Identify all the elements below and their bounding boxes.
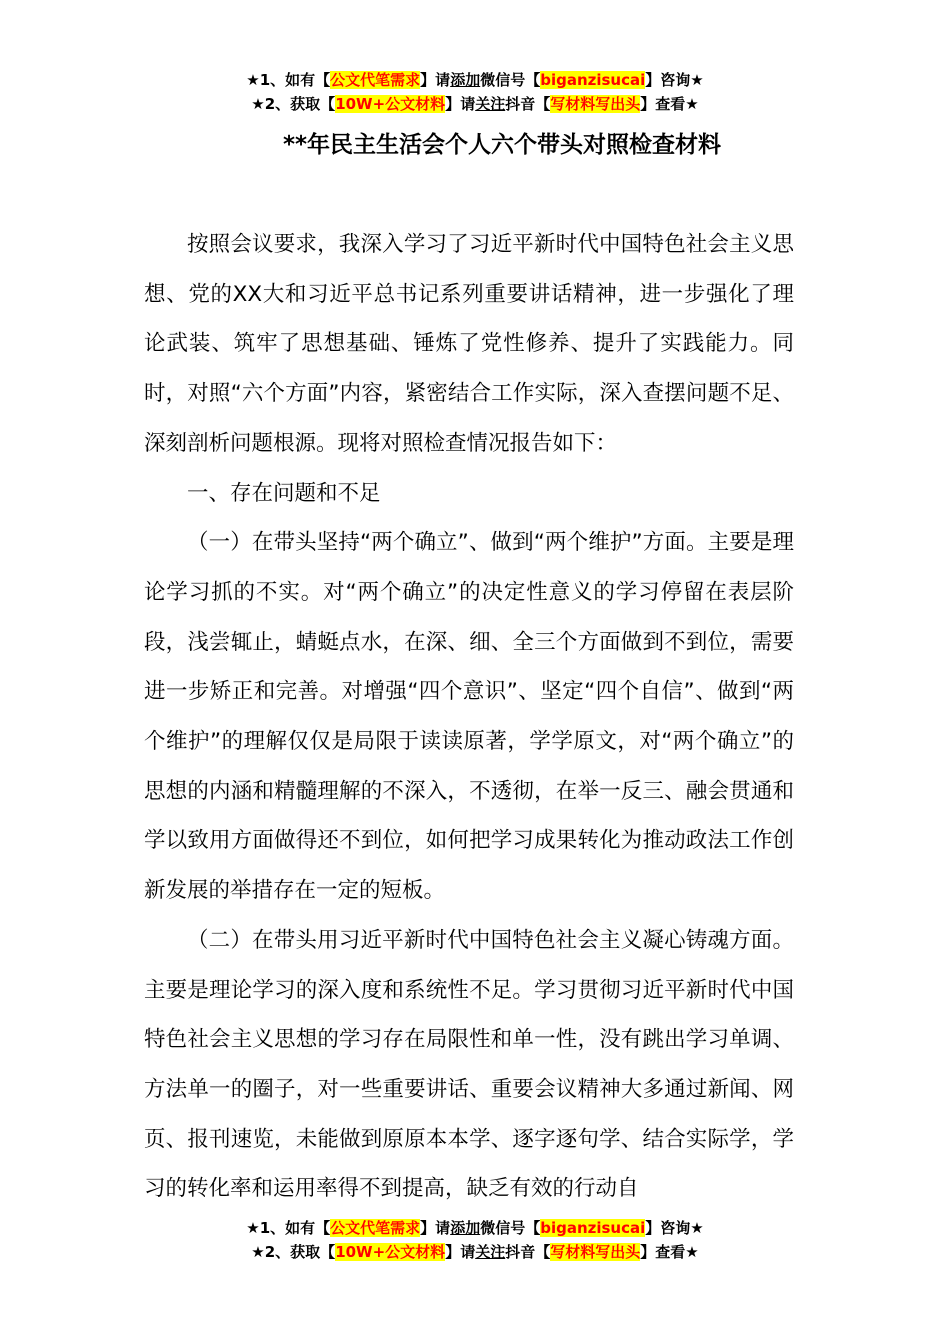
- body-paragraph: （二）在带头用习近平新时代中国特色社会主义凝心铸魂方面。主要是理论学习的深入度和系统性不足。学习贯彻习近平新时代中国特色社会主义思想的学习存在局限性和单一性，没有跳出学习单调、方法单一的圈子，对一些重要讲话、重要会议精神大多通过新闻、网页、报刊速览，未能做到原原本本学、逐字逐句学、结合实际学，学习的转化率和运用率得不到提高，缺乏有效的行动自: [144, 927, 794, 1202]
- promo-text: 】请: [445, 95, 476, 113]
- promo-text: ★1、如有【: [246, 1219, 331, 1237]
- promo-text: 】咨询★: [645, 71, 704, 89]
- bottom-promo-banner: [0, 1216, 950, 1264]
- body-paragraph: （一）在带头坚持“两个确立”、做到“两个维护”方面。主要是理论学习抓的不实。对“两个确立”的决定性意义的学习停留在表层阶段，浅尝辄止，蜻蜓点水，在深、细、全三个方面做到不到位，需要进一步矫正和完善。对增强“四个意识”、坚定“四个自信”、做到“两个维护”的理解仅仅是局限于读读原著，学学原文，对“两个确立”的思想的内涵和精髓理解的不深入，不透彻，在举一反三、融会贯通和学以致用方面做得还不到位，如何把学习成果转化为推动政法工作创新发展的举措存在一定的短板。: [144, 530, 794, 904]
- promo-line-1: [0, 1216, 950, 1240]
- promo-highlight: biganzisucai: [540, 1219, 646, 1237]
- promo-highlight: 10W+公文材料: [335, 95, 446, 113]
- promo-highlight: 公文代笔需求: [330, 71, 421, 89]
- promo-text: ★1、如有【: [246, 71, 331, 89]
- promo-line-1: [0, 68, 950, 92]
- promo-highlight: 公文代笔需求: [330, 1219, 421, 1237]
- promo-text: 】查看★: [640, 95, 699, 113]
- intro-paragraph: 按照会议要求，我深入学习了习近平新时代中国特色社会主义思想、党的XX大和习近平总书记系列重要讲话精神，进一步强化了理论武装、筑牢了思想基础、锤炼了党性修养、提升了实践能力。同时，对照“六个方面”内容，紧密结合工作实际，深入查摆问题不足、深刻剖析问题根源。现将对照检查情况报告如下：: [144, 232, 794, 456]
- promo-text: 】咨询★: [645, 1219, 704, 1237]
- promo-highlight: biganzisucai: [540, 71, 646, 89]
- promo-text: 】查看★: [640, 1243, 699, 1261]
- promo-text: ★2、获取【: [251, 1243, 336, 1261]
- promo-highlight: 10W+公文材料: [335, 1243, 446, 1261]
- promo-highlight: 写材料写出头: [550, 95, 641, 113]
- promo-text: ★2、获取【: [251, 95, 336, 113]
- promo-line-2: [0, 92, 950, 116]
- promo-text: 微信号【: [480, 71, 541, 89]
- promo-underlined-text: 关注: [475, 95, 506, 113]
- promo-text: 微信号【: [480, 1219, 541, 1237]
- promo-text: 】请: [445, 1243, 476, 1261]
- promo-underlined-text: 添加: [450, 1219, 481, 1237]
- promo-text: 】请: [420, 1219, 451, 1237]
- document-body: [144, 220, 794, 1214]
- promo-underlined-text: 添加: [450, 71, 481, 89]
- promo-highlight: 写材料写出头: [550, 1243, 641, 1261]
- document-title: **年民主生活会个人六个带头对照检查材料: [282, 132, 722, 158]
- top-promo-banner: [0, 68, 950, 116]
- promo-underlined-text: 关注: [475, 1243, 506, 1261]
- section-heading: 一、存在问题和不足: [187, 480, 381, 506]
- promo-line-2: [0, 1240, 950, 1264]
- promo-text: 抖音【: [505, 95, 551, 113]
- promo-text: 】请: [420, 71, 451, 89]
- promo-text: 抖音【: [505, 1243, 551, 1261]
